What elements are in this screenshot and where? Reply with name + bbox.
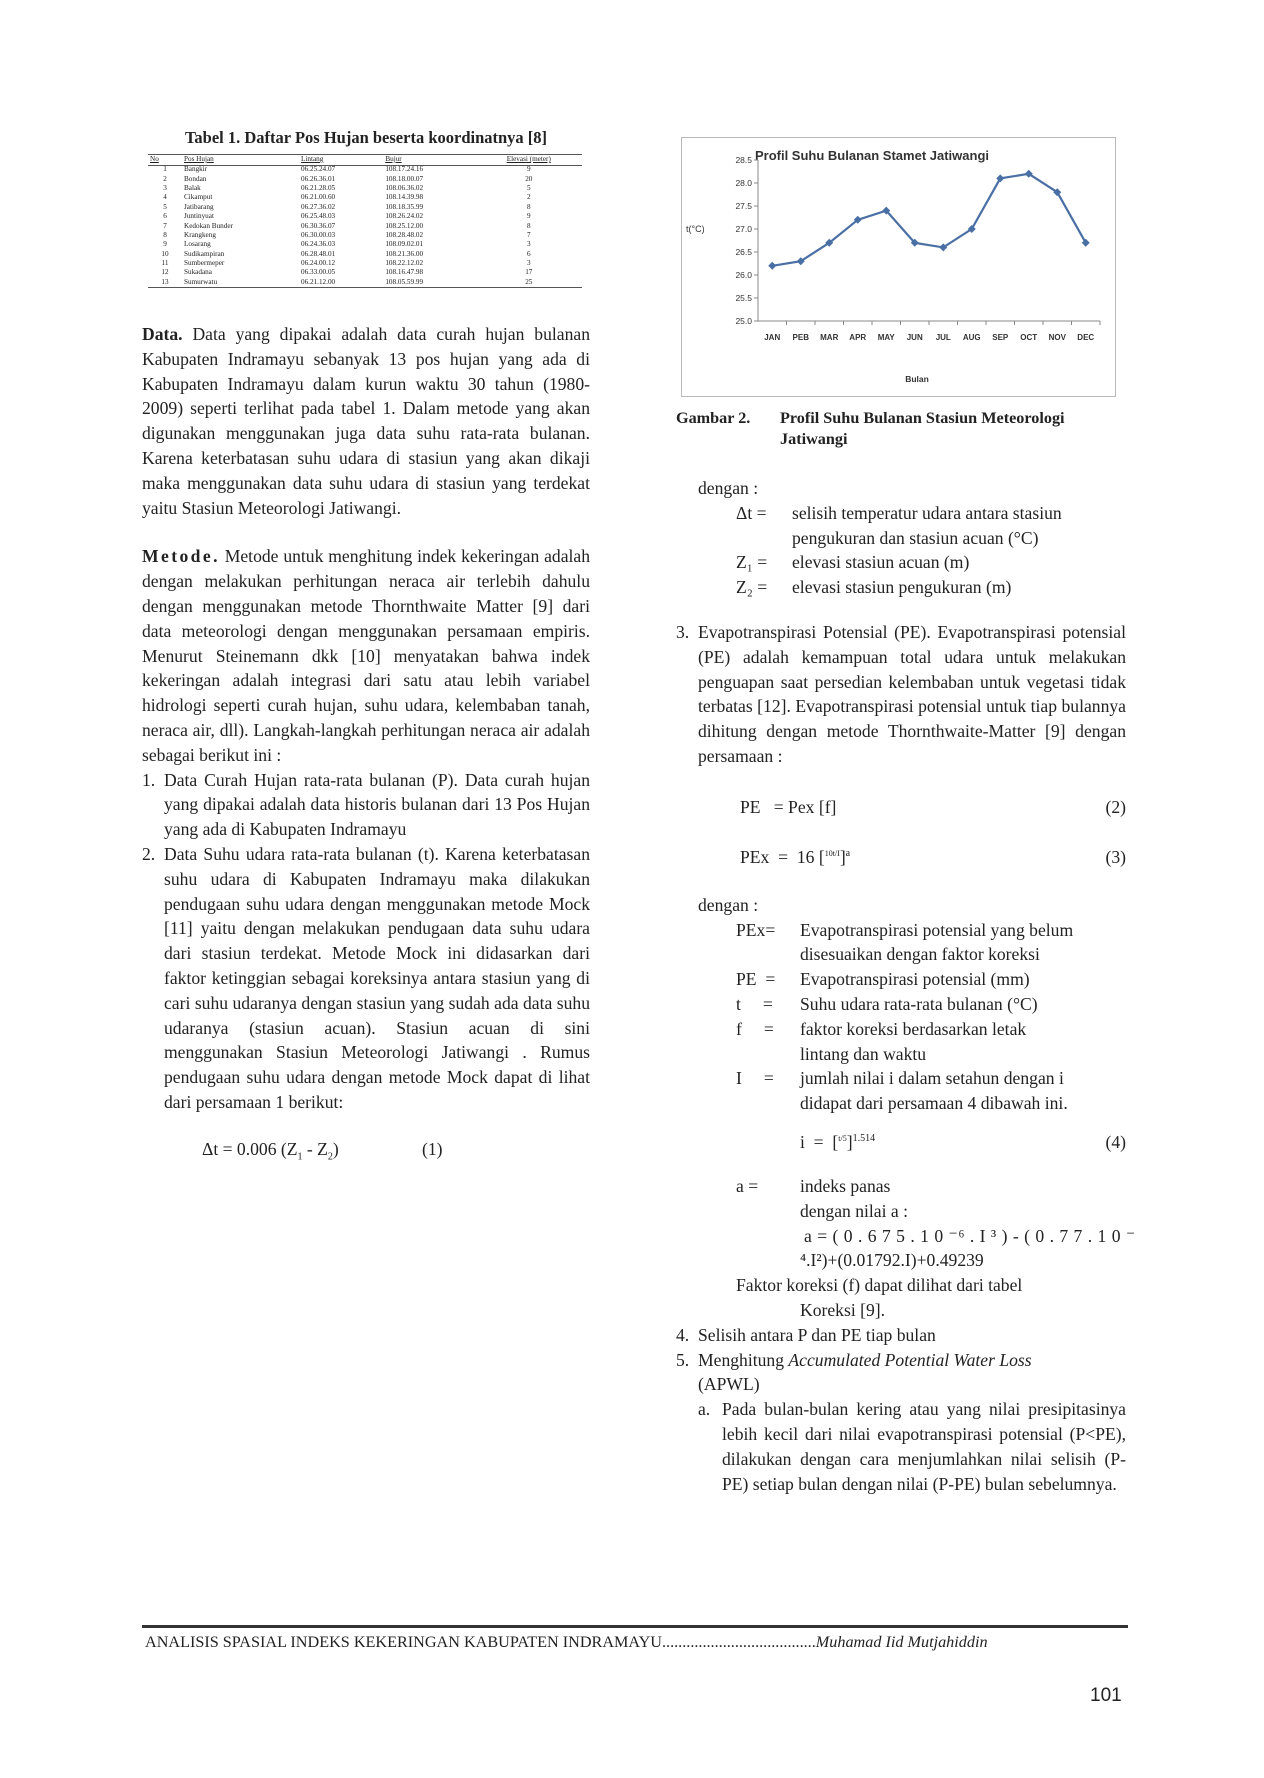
definition-text: lintang dan waktu — [800, 1043, 927, 1064]
right-column — [676, 476, 1136, 1496]
table-cell: 06.24.00.12 — [300, 258, 336, 267]
table-cell: 06.21.28.05 — [300, 184, 336, 193]
table-cell: 5 — [527, 184, 531, 193]
table-cell: Bangkir — [184, 165, 208, 174]
eq3-fraction: 10t/I — [824, 848, 840, 858]
footer — [145, 1633, 1125, 1652]
table-cell: 108.09.02.01 — [385, 240, 424, 249]
table-row — [148, 259, 582, 268]
a-rhs-1: indeks panas — [800, 1175, 891, 1196]
equation-3 — [676, 845, 1126, 869]
eq4-rhs: ] — [846, 1131, 853, 1152]
table-cell: 108.22.12.02 — [385, 258, 424, 267]
metode-text: Metode untuk menghitung indek kekeringan adalah dengan melakukan perhitungan neraca air terlebih dahulu dengan menggunakan metode Thornthwaite Matter [9] dari data meteorologi dengan menggunakan persamaan empiris. Menurut Steinemann dkk [10] menyatakan bahwa indek kekeringan adalah integrasi dari satu atau lebih variabel hidrologi seperti curah hujan, suhu udara, kelembaban tanah, neraca air, dll). Langkah-langkah perhitungan neraca air adalah sebagai berikut ini : — [142, 546, 590, 765]
data-heading: Data. — [142, 324, 183, 345]
step-4-number: 4. — [676, 1324, 690, 1345]
definition-symbol: Z₂ = — [736, 577, 768, 598]
step-5 — [676, 1348, 1126, 1398]
step-1 — [142, 768, 590, 842]
definition-symbol: t = — [736, 993, 773, 1014]
table-cell: 06.24.36.03 — [300, 240, 336, 249]
table-cell: 3 — [527, 240, 531, 249]
table-cell: 9 — [163, 240, 167, 249]
table-cell: 06.30.00.03 — [300, 230, 336, 239]
chart-x-tick-label: PEB — [792, 333, 809, 342]
faktor-line-2: Koreksi [9]. — [800, 1299, 886, 1320]
col-header-elevasi: Elevasi (meter) — [476, 155, 582, 166]
definition-text: Evapotranspirasi potensial (mm) — [800, 969, 1030, 990]
table-row — [148, 165, 582, 175]
table-cell: 12 — [161, 268, 169, 277]
table-cell: 4 — [163, 193, 167, 202]
table-cell: 10 — [161, 249, 169, 258]
chart-axes — [735, 155, 1100, 342]
definition-symbol: Z₁ = — [736, 552, 768, 573]
eq4-number: (4) — [1105, 1131, 1126, 1152]
definition-row — [676, 1042, 1126, 1067]
eq4-exponent: 1.514 — [852, 1133, 876, 1145]
eq1-sub1: 1 — [297, 1151, 303, 1163]
definition-text: disesuaikan dengan faktor koreksi — [800, 944, 1040, 965]
chart-y-tick-label: 25.0 — [735, 316, 752, 326]
table-cell: 8 — [527, 221, 531, 230]
table-cell: 108.05.59.99 — [383, 278, 475, 288]
dengan-label-2: dengan : — [698, 894, 759, 915]
table-cell: 7 — [527, 230, 531, 239]
steps-list-right-2 — [676, 1323, 1126, 1397]
figure-caption — [676, 408, 1126, 450]
step-5a — [676, 1397, 1126, 1496]
step-5-number: 5. — [676, 1349, 690, 1370]
left-column — [142, 128, 590, 1163]
table-cell: Juntinyuat — [184, 212, 214, 221]
equation-1 — [142, 1139, 590, 1163]
table-cell: 06.30.36.07 — [300, 221, 336, 230]
table-cell: 108.18.00.07 — [385, 174, 424, 183]
eq4-fraction: t/5 — [838, 1134, 847, 1144]
table-row — [148, 175, 582, 184]
table-cell: 108.17.24.16 — [385, 165, 424, 174]
table-cell: 06.33.00.05 — [300, 268, 336, 277]
metode-heading: Metode. — [142, 546, 220, 567]
table-cell: 25 — [476, 278, 582, 288]
table-cell: 06.26.36.01 — [300, 174, 336, 183]
chart-title: Profil Suhu Bulanan Stamet Jatiwangi — [754, 148, 990, 163]
a-definition — [676, 1174, 1126, 1199]
step-5-post: (APWL) — [698, 1374, 760, 1395]
table-cell: 06.21.00.60 — [300, 193, 336, 202]
data-text: Data yang dipakai adalah data curah hujan bulanan Kabupaten Indramayu sebanyak 13 pos hujan yang ada di Kabupaten Indramayu dalam kurun waktu 30 tahun (1980-2009) seperti terlihat pada tabel 1. Dalam metode yang akan digunakan menggunakan juga data suhu rata-rata bulanan. Karena keterbatasan suhu udara di stasiun yang akan dikaji maka menggunakan data suhu udara di stasiun yang terdekat yaitu Stasiun Meteorologi Jatiwangi. — [142, 324, 590, 518]
chart-x-tick-label: JAN — [764, 333, 781, 342]
chart-x-tick-label: APR — [849, 333, 867, 342]
table-cell: Losarang — [184, 240, 211, 249]
table-cell: Sudikampiran — [184, 249, 225, 258]
table-cell: 13 — [148, 278, 182, 288]
table-cell: 108.21.36.00 — [385, 249, 424, 258]
chart-x-tick-label: AUG — [962, 333, 981, 342]
definition-row — [676, 501, 1126, 526]
table-row — [148, 222, 582, 231]
definition-symbol: f = — [736, 1018, 774, 1039]
table-cell: 108.18.35.99 — [385, 202, 424, 211]
metode-paragraph — [142, 544, 590, 767]
table-cell: 06.28.48.01 — [300, 249, 336, 258]
definition-row — [676, 1091, 1126, 1116]
definition-text: elevasi stasiun acuan (m) — [792, 552, 970, 573]
chart-y-axis-label: t(°C) — [686, 224, 705, 234]
table-row — [148, 212, 582, 221]
table-cell: 9 — [527, 212, 531, 221]
chart-y-tick-label: 25.5 — [735, 293, 752, 303]
table-cell: Jatibarang — [184, 202, 214, 211]
definition-text: faktor koreksi berdasarkan letak — [800, 1018, 1027, 1039]
step-4-text: Selisih antara P dan PE tiap bulan — [698, 1324, 936, 1345]
chart-x-tick-label: DEC — [1077, 333, 1095, 342]
eq2-text: PE = Pex [f] — [740, 796, 837, 817]
eq3-rhs: ] — [839, 846, 846, 867]
table-caption: Tabel 1. Daftar Pos Hujan beserta koordinatnya [8] — [184, 128, 548, 147]
steps-list-left — [142, 768, 590, 1115]
table-cell: 108.16.47.98 — [385, 268, 424, 277]
chart-y-tick-label: 26.5 — [735, 247, 752, 257]
definition-text: Suhu udara rata-rata bulanan (°C) — [800, 993, 1038, 1014]
definition-symbol: PEx= — [736, 919, 776, 940]
table-cell: Sumbermeper — [184, 258, 225, 267]
step-5-italic: Accumulated Potential Water Loss — [788, 1349, 1032, 1370]
step-4 — [676, 1323, 1126, 1348]
definition-row — [676, 992, 1126, 1017]
eq1-lhs: Δt = 0.006 (Z — [202, 1138, 298, 1159]
step-3 — [676, 620, 1126, 769]
table-cell: 20 — [525, 174, 533, 183]
definition-symbol: PE = — [736, 969, 776, 990]
chart-svg — [682, 138, 1115, 396]
col-header-lintang: Lintang — [299, 155, 383, 166]
chart-x-tick-label: JUN — [906, 333, 923, 342]
table-row — [148, 203, 582, 212]
step-5-pre: Menghitung — [698, 1349, 789, 1370]
table-cell: Bondan — [184, 174, 207, 183]
temperature-chart — [681, 137, 1116, 397]
table-cell: 06.21.12.00 — [299, 278, 383, 288]
table-row — [148, 240, 582, 249]
table-cell: 108.25.12.00 — [385, 221, 424, 230]
definitions-2 — [676, 918, 1126, 1116]
a-formula-2: ⁴.I²)+(0.01792.I)+0.49239 — [800, 1250, 984, 1271]
step-5a-text: Pada bulan-bulan kering atau yang nilai presipitasinya lebih kecil dari nilai evapotranspirasi potensial (P<PE), dilakukan dengan cara menjumlahkan nilai selisih (P-PE) setiap bulan dengan nilai (P-PE) bulan sebelumnya. — [722, 1399, 1126, 1494]
table-cell: 3 — [163, 184, 167, 193]
definition-row — [676, 575, 1126, 600]
table-cell: 108.26.24.02 — [385, 212, 424, 221]
step-3-number: 3. — [676, 621, 690, 642]
figure-caption-line1: Profil Suhu Bulanan Stasiun Meteorologi — [780, 409, 1065, 427]
step-2-number: 2. — [142, 843, 156, 864]
table-cell: 5 — [163, 202, 167, 211]
table-cell: Kedokan Bunder — [184, 221, 233, 230]
chart-x-tick-label: MAY — [877, 333, 895, 342]
table-cell: 2 — [163, 174, 167, 183]
definition-text: selisih temperatur udara antara stasiun — [792, 502, 1062, 523]
chart-x-tick-label: JUL — [935, 333, 951, 342]
chart-x-axis-label: Bulan — [905, 374, 929, 384]
definition-text: pengukuran dan stasiun acuan (°C) — [792, 527, 1039, 548]
table-cell: 2 — [527, 193, 531, 202]
definition-row — [676, 967, 1126, 992]
table-body — [148, 165, 582, 287]
footer-rule — [142, 1625, 1128, 1628]
chart-data-point — [768, 262, 776, 270]
chart-y-tick-label: 28.0 — [735, 178, 752, 188]
chart-marks — [768, 170, 1090, 270]
definition-row — [676, 918, 1126, 943]
rain-post-table — [148, 154, 582, 288]
table-cell: Balak — [184, 184, 201, 193]
definitions-1 — [676, 501, 1126, 600]
step-2 — [142, 842, 590, 1115]
table-cell: Sumurwatu — [182, 278, 299, 288]
step-2-text: Data Suhu udara rata-rata bulanan (t). Karena keterbatasan suhu udara di Kabupaten Indramayu maka dilakukan pendugaan suhu udara dengan menggunakan metode Mock [11] yaitu dengan melakukan pendugaan data suhu udara dari stasiun terdekat. Metode Mock ini didasarkan dari faktor ketinggian sebagai koreksinya antara stasiun yang di cari suhu udaranya dengan stasiun yang sudah ada data suhu udaranya (stasiun acuan). Stasiun acuan di sini menggunakan Stasiun Meteorologi Jatiwangi . Rumus pendugaan suhu udara dengan metode Mock dapat di lihat dari persamaan 1 berikut: — [164, 843, 590, 1112]
col-header-bujur: Bujur — [383, 155, 475, 166]
table-cell: 108.06.36.02 — [385, 184, 424, 193]
table-cell: 108.14.39.98 — [385, 193, 424, 202]
definition-row — [676, 550, 1126, 575]
table-row — [148, 250, 582, 259]
eq1-sub2: 2 — [327, 1151, 333, 1163]
eq2-number: (2) — [1105, 796, 1126, 817]
equation-4 — [676, 1130, 1126, 1154]
table-cell: 7 — [163, 221, 167, 230]
eq3-number: (3) — [1105, 846, 1126, 867]
step-1-text: Data Curah Hujan rata-rata bulanan (P). Data curah hujan yang dipakai adalah data historis bulanan dari 13 Pos Hujan yang ada di Kabupaten Indramayu — [164, 769, 590, 840]
data-paragraph — [142, 322, 590, 520]
table-cell: 06.25.24.07 — [300, 165, 336, 174]
table-cell: 3 — [527, 258, 531, 267]
definition-symbol: I = — [736, 1068, 774, 1089]
table-header-row — [148, 155, 582, 166]
table-cell: Cikamput — [184, 193, 213, 202]
chart-y-tick-label: 26.0 — [735, 270, 752, 280]
chart-x-tick-label: MAR — [820, 333, 839, 342]
chart-x-tick-label: NOV — [1048, 333, 1066, 342]
definition-symbol: Δt = — [736, 502, 767, 523]
definition-row — [676, 526, 1126, 551]
col-header-no: No — [148, 155, 182, 166]
steps-list-right — [676, 620, 1126, 769]
table-cell: 8 — [527, 202, 531, 211]
table-cell: 11 — [161, 258, 169, 267]
faktor-line-1: Faktor koreksi (f) dapat dilihat dari tabel — [736, 1275, 1023, 1296]
definition-text: elevasi stasiun pengukuran (m) — [792, 577, 1012, 598]
table-cell: 8 — [163, 230, 167, 239]
table-row — [148, 268, 582, 277]
step-3-text: Evapotranspirasi Potensial (PE). Evapotranspirasi potensial (PE) adalah kemampuan total udara untuk melakukan penguapan saat persedian kelembaban untuk vegetasi tidak terbatas [12]. Evapotranspirasi potensial untuk tiap bulannya dihitung dengan metode Thornthwaite-Matter [9] dengan persamaan : — [698, 621, 1126, 766]
definition-text: didapat dari persamaan 4 dibawah ini. — [800, 1093, 1068, 1114]
definition-row — [676, 1066, 1126, 1091]
eq1-number: (1) — [422, 1138, 443, 1159]
chart-series-line — [772, 174, 1086, 266]
chart-y-tick-label: 27.0 — [735, 224, 752, 234]
definition-text: jumlah nilai i dalam setahun dengan i — [800, 1068, 1064, 1089]
chart-y-tick-label: 27.5 — [735, 201, 752, 211]
eq1-mid: - Z — [302, 1138, 328, 1159]
eq3-lhs: PEx = 16 [ — [740, 846, 825, 867]
table-cell: 6 — [163, 212, 167, 221]
step-1-number: 1. — [142, 769, 156, 790]
definition-row — [676, 1017, 1126, 1042]
table-cell: 6 — [527, 249, 531, 258]
a-formula-1: a = ( 0 . 6 7 5 . 1 0 ⁻⁶ . I ³ ) - ( 0 . 7 7 . 1 0 ⁻ — [804, 1225, 1136, 1246]
table-row — [148, 278, 582, 288]
a-lhs: a = — [736, 1175, 759, 1196]
table-row — [148, 184, 582, 193]
table-cell: Sukadana — [184, 268, 212, 277]
chart-y-tick-label: 28.5 — [735, 155, 752, 165]
footer-author: Muhamad Iid Mutjahiddin — [815, 1633, 988, 1651]
table-cell: 06.27.36.02 — [300, 202, 336, 211]
table-cell: 9 — [527, 165, 531, 174]
equation-2 — [676, 795, 1126, 819]
table-cell: Krangkeng — [184, 230, 216, 239]
chart-x-tick-label: OCT — [1020, 333, 1038, 342]
table-row — [148, 194, 582, 203]
definition-text: Evapotranspirasi potensial yang belum — [800, 919, 1074, 940]
dengan-label-1: dengan : — [698, 478, 759, 498]
figure-caption-line2: Jatiwangi — [780, 430, 848, 448]
a-rhs-2: dengan nilai a : — [800, 1200, 908, 1221]
table-cell: 108.28.48.02 — [385, 230, 424, 239]
footer-title: ANALISIS SPASIAL INDEKS KEKERINGAN KABUPATEN INDRAMAYU...................................... — [145, 1633, 816, 1651]
figure-label: Gambar 2. — [676, 409, 751, 427]
table-cell: 17 — [525, 268, 533, 277]
col-header-pos: Pos Hujan — [182, 155, 299, 166]
table-cell: 1 — [163, 165, 167, 174]
eq4-lhs: i = [ — [800, 1131, 839, 1152]
step-5a-number: a. — [698, 1399, 711, 1420]
eq1-rhs: ) — [332, 1138, 339, 1159]
chart-x-tick-label: SEP — [992, 333, 1009, 342]
table-row — [148, 231, 582, 240]
page-number: 101 — [1090, 1685, 1122, 1706]
table-cell: 06.25.48.03 — [300, 212, 336, 221]
definition-row — [676, 942, 1126, 967]
eq3-exponent: a — [845, 847, 851, 859]
